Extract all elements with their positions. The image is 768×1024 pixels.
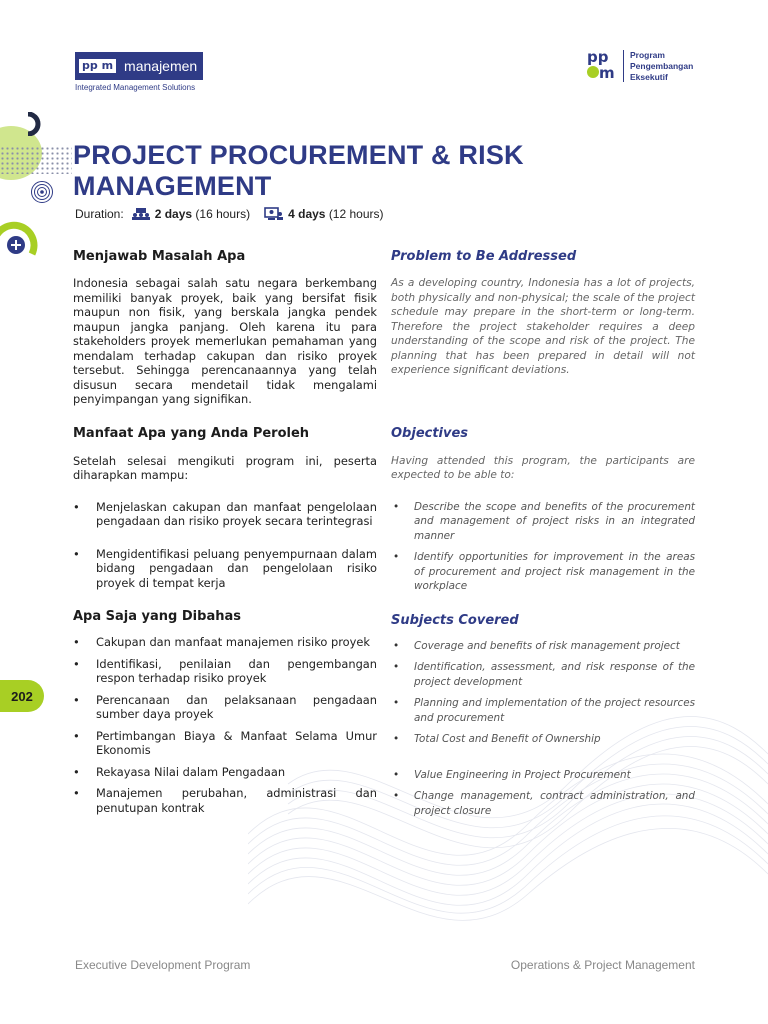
benefits-intro-id: Setelah selesai mengikuti program ini, peserta diharapkan mampu: bbox=[73, 453, 377, 482]
subjects-list-id bbox=[73, 635, 377, 815]
list-item: • Menjelaskan cakupan dan manfaat pengelolaan pengadaan dan risiko proyek secara terintegrasi bbox=[73, 500, 377, 529]
page-title bbox=[73, 140, 693, 202]
list-item: • Describe the scope and benefits of the procurement and management of project risks in an integrated manner bbox=[391, 500, 695, 544]
green-dot bbox=[587, 66, 599, 78]
list-item: • Perencanaan dan pelaksanaan pengadaan sumber daya proyek bbox=[73, 693, 377, 722]
online-class-icon bbox=[264, 207, 284, 221]
logo-line1: Program bbox=[630, 50, 665, 60]
english-column bbox=[391, 249, 695, 818]
problem-paragraph-id: Indonesia sebagai salah satu negara berkembang memiliki banyak proyek, baik yang bersifat fisik maupun non fisik, yang berskala jangka pendek maupun jangka panjang. Oleh karena itu para stakeholders proyek memerlukan pemahaman yang mendalam terhadap cakupan dan risiko proyek tersebut. Sehingga perencanaannya yang telah disusun secara mendetail tidak mengalami penyimpangan yang signifikan. bbox=[73, 276, 377, 406]
list-item: • Pertimbangan Biaya & Manfaat Selama Umur Ekonomis bbox=[73, 729, 377, 758]
footer-category-label: Operations & Project Management bbox=[510, 958, 695, 972]
plus-circle-decoration bbox=[0, 220, 44, 270]
indonesian-column bbox=[73, 249, 377, 815]
title-line-2: MANAGEMENT bbox=[73, 171, 272, 201]
option1-hours: (16 hours) bbox=[195, 207, 251, 221]
section-heading-problem-id: Menjawab Masalah Apa bbox=[73, 249, 246, 264]
section-heading-subjects-id: Apa Saja yang Dibahas bbox=[73, 609, 241, 624]
manajemen-logo bbox=[75, 52, 203, 92]
option1-days: 2 days bbox=[154, 207, 193, 221]
section-heading-objectives-en: Objectives bbox=[391, 425, 469, 441]
list-item: • Coverage and benefits of risk management project bbox=[391, 639, 695, 654]
list-item: • Change management, contract administration, and project closure bbox=[391, 789, 695, 818]
option2-hours: (12 hours) bbox=[328, 207, 384, 221]
page-number-tab: 202 bbox=[0, 680, 44, 712]
ppm-logo-mark: pp m bbox=[587, 48, 615, 82]
objectives-intro-en: Having attended this program, the participants are expected to be able to: bbox=[391, 454, 695, 481]
list-item: • Rekayasa Nilai dalam Pengadaan bbox=[73, 765, 377, 780]
dot-grid-decoration bbox=[0, 146, 72, 174]
ppm-program-logo bbox=[585, 50, 693, 83]
target-icon bbox=[30, 180, 54, 204]
list-item: • Total Cost and Benefit of Ownership bbox=[391, 732, 695, 747]
objectives-list-en bbox=[391, 500, 695, 594]
section-heading-problem-en: Problem to Be Addressed bbox=[391, 249, 577, 264]
option2-days: 4 days bbox=[288, 207, 326, 221]
list-item: • Mengidentifikasi peluang penyempurnaan dalam bidang pengadaan dan pengelolaan risiko proyek di tempat kerja bbox=[73, 547, 377, 591]
logo-line2: Pengembangan bbox=[630, 61, 694, 71]
title-line-1: PROJECT PROCUREMENT & RISK bbox=[73, 140, 524, 170]
logo-tagline: Integrated Management Solutions bbox=[75, 83, 196, 92]
logo-line3: Eksekutif bbox=[630, 72, 668, 82]
duration-label: Duration: bbox=[75, 207, 124, 221]
problem-paragraph-en: As a developing country, Indonesia has a lot of projects, both physically and non-physical; the scale of the project schedule may prepare in the short-term or long-term. Therefore the project stakeholder requires a deep understanding of the scope and risk of the project. The planning that has been prepared in detail will not experience significant deviations. bbox=[391, 277, 695, 376]
footer-program-label: Executive Development Program bbox=[75, 958, 251, 972]
list-item: • Manajemen perubahan, administrasi dan penutupan kontrak bbox=[73, 786, 377, 815]
benefits-list-id bbox=[73, 500, 377, 591]
subjects-list-en bbox=[391, 639, 695, 819]
list-item: • Identify opportunities for improvement in the areas of procurement and project risk management in the workplace bbox=[391, 550, 695, 594]
list-item: • Cakupan dan manfaat manajemen risiko proyek bbox=[73, 635, 377, 650]
classroom-icon bbox=[131, 207, 151, 221]
section-heading-subjects-en: Subjects Covered bbox=[391, 612, 519, 628]
list-item: • Planning and implementation of the project resources and procurement bbox=[391, 696, 695, 725]
half-ring-decoration bbox=[24, 112, 44, 136]
logo-word: manajemen bbox=[124, 58, 198, 74]
ppm-mark: pp m bbox=[77, 57, 118, 75]
list-item: • Value Engineering in Project Procurement bbox=[391, 768, 695, 783]
section-heading-benefits-id: Manfaat Apa yang Anda Peroleh bbox=[73, 425, 310, 441]
duration-row bbox=[75, 207, 384, 221]
list-item: • Identifikasi, penilaian dan pengembangan respon terhadap risiko proyek bbox=[73, 657, 377, 686]
list-item: • Identification, assessment, and risk response of the project development bbox=[391, 660, 695, 689]
